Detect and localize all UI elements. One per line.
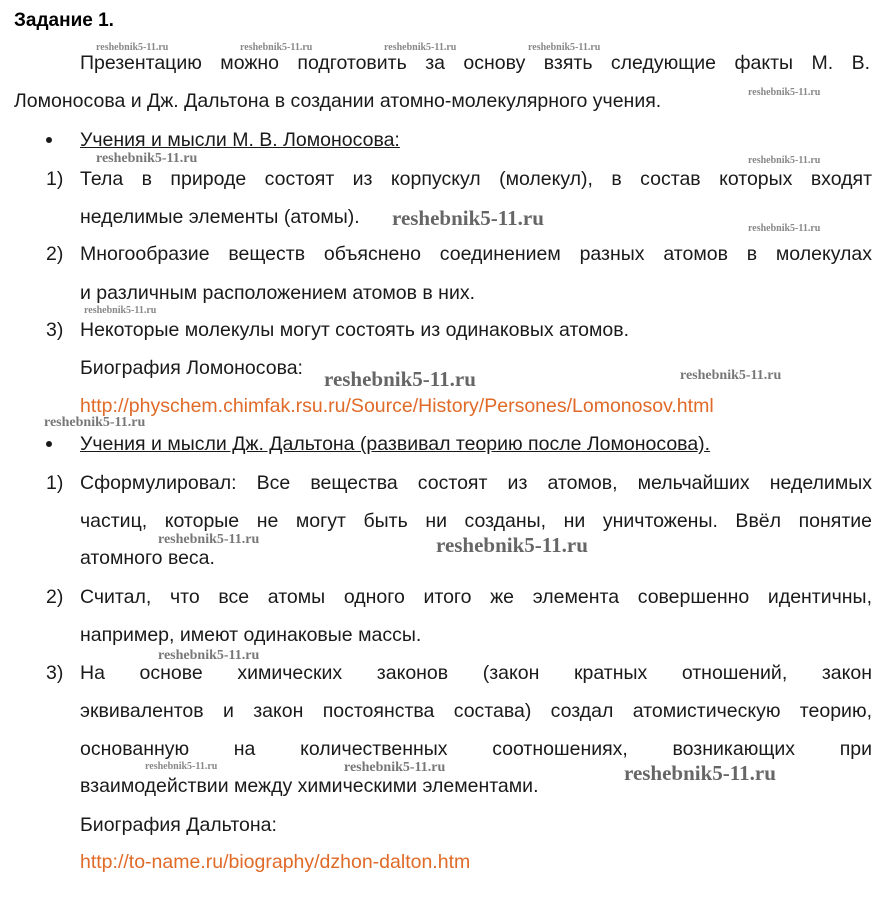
lomonosov-item-2-line-1: Многообразие веществ объяснено соединением разных атомов в молекулах (80, 243, 872, 265)
lomonosov-bio-label: Биография Ломоносова: (80, 357, 303, 379)
dalton-item-3-line-4: взаимодействии между химическими элементами. (80, 775, 539, 797)
watermark: reshebnik5-11.ru (392, 206, 544, 230)
lomonosov-item-1-line-1: Тела в природе состоят из корпускул (молекул), в состав которых входят (80, 168, 872, 190)
lomonosov-item-1-number: 1) (46, 168, 64, 190)
dalton-item-3-line-2: эквивалентов и закон постоянства состава) создал атомистическую теорию, (80, 700, 872, 722)
bullet-icon (46, 441, 52, 447)
intro-line-2: Ломоносова и Дж. Дальтона в создании атомно-молекулярного учения. (14, 90, 662, 112)
dalton-item-1-line-1: Сформулировал: Все вещества состоят из атомов, мельчайших неделимых (80, 472, 872, 494)
watermark: reshebnik5-11.ru (158, 532, 260, 547)
dalton-item-2-line-1: Считал, что все атомы одного итого же элемента совершенно идентичны, (80, 586, 872, 608)
dalton-item-3-line-1: На основе химических законов (закон кратных отношений, закон (80, 662, 872, 684)
dalton-bio-link[interactable]: http://to-name.ru/biography/dzhon-dalton.htm (80, 851, 471, 873)
lomonosov-item-3-number: 3) (46, 319, 64, 341)
watermark: reshebnik5-11.ru (436, 533, 588, 557)
bullet-icon (46, 137, 52, 143)
dalton-bio-label: Биография Дальтона: (80, 814, 277, 836)
watermark: reshebnik5-11.ru (145, 761, 218, 772)
lomonosov-item-2-number: 2) (46, 243, 64, 265)
watermark: reshebnik5-11.ru (158, 648, 260, 663)
task-title: Задание 1. (14, 10, 114, 31)
watermark: reshebnik5-11.ru (624, 761, 776, 785)
dalton-item-3-line-3: основанную на количественных соотношениях, возникающих при (80, 738, 872, 760)
dalton-item-3-number: 3) (46, 662, 64, 684)
watermark: reshebnik5-11.ru (96, 151, 198, 166)
watermark: reshebnik5-11.ru (748, 155, 821, 166)
watermark: reshebnik5-11.ru (44, 415, 146, 430)
dalton-item-2-line-2: например, имеют одинаковые массы. (80, 624, 422, 646)
lomonosov-heading: Учения и мысли М. В. Ломоносова: (80, 129, 400, 151)
dalton-item-2-number: 2) (46, 586, 64, 608)
lomonosov-item-1-line-2: неделимые элементы (атомы). (80, 206, 360, 228)
watermark: reshebnik5-11.ru (680, 368, 782, 383)
watermark: reshebnik5-11.ru (240, 42, 313, 53)
watermark: reshebnik5-11.ru (384, 42, 457, 53)
watermark: reshebnik5-11.ru (324, 367, 476, 391)
lomonosov-item-2-line-2: и различным расположением атомов в них. (80, 282, 476, 304)
watermark: reshebnik5-11.ru (344, 760, 446, 775)
dalton-item-1-line-2: частиц, которые не могут быть ни созданы, ни уничтожены. Ввёл понятие (80, 510, 872, 532)
watermark: reshebnik5-11.ru (528, 42, 601, 53)
intro-line-1: Презентацию можно подготовить за основу взять следующие факты М. В. (80, 52, 870, 74)
watermark: reshebnik5-11.ru (96, 42, 169, 53)
dalton-item-1-line-3: атомного веса. (80, 547, 215, 569)
dalton-item-1-number: 1) (46, 472, 64, 494)
watermark: reshebnik5-11.ru (748, 223, 821, 234)
dalton-heading: Учения и мысли Дж. Дальтона (развивал теорию после Ломоносова). (80, 433, 711, 455)
watermark: reshebnik5-11.ru (748, 87, 821, 98)
lomonosov-bio-link[interactable]: http://physchem.chimfak.rsu.ru/Source/History/Persones/Lomonosov.html (80, 395, 714, 417)
watermark: reshebnik5-11.ru (84, 305, 157, 316)
lomonosov-item-3-line-1: Некоторые молекулы могут состоять из одинаковых атомов. (80, 319, 630, 341)
